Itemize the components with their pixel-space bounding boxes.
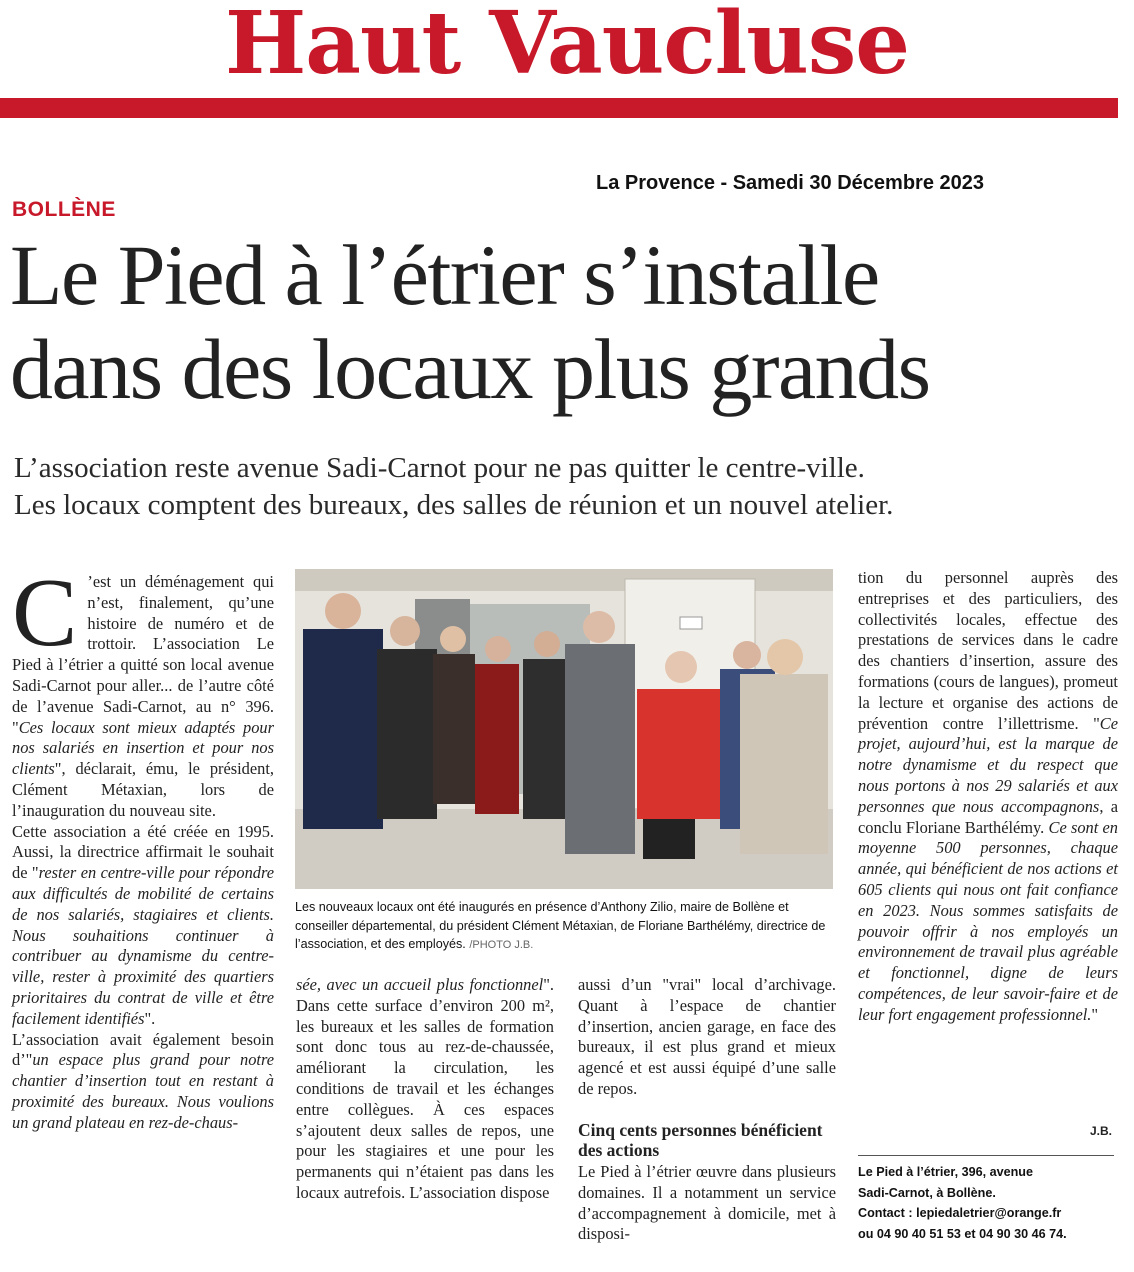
column-4	[858, 568, 1118, 1026]
author-signature: J.B.	[1090, 1124, 1113, 1138]
info-line-2: Sadi-Carnot, à Bollène.	[858, 1185, 996, 1200]
section-kicker: BOLLÈNE	[12, 198, 116, 221]
column-2	[296, 975, 554, 1204]
caption-text: Les nouveaux locaux ont été inaugurés en présence d’Anthony Zilio, maire de Bollène et conseiller départemental, du président Clément Métaxian, de Floriane Barthélémy, directrice de l’association, et des employés.	[295, 900, 826, 951]
deck-line-2: Les locaux comptent des bureaux, des salles de réunion et un nouvel atelier.	[14, 489, 894, 521]
info-line-4: ou 04 90 40 51 53 et 04 90 30 46 74.	[858, 1226, 1067, 1241]
info-divider	[858, 1155, 1114, 1156]
deck-line-1: L’association reste avenue Sadi-Carnot pour ne pas quitter le centre-ville.	[14, 452, 865, 484]
drop-cap: C	[12, 559, 78, 667]
headline-line-1: Le Pied à l’étrier s’installe	[10, 227, 879, 323]
headline	[10, 228, 1130, 416]
photo-illustration	[295, 569, 833, 889]
paragraph-4: sée, avec un accueil plus fonctionnel". Dans cette surface d’environ 200 m², les bureaux et les salles de formation sont donc tous au rez-de-chaussée, améliorant la circulation, les conditions de travail et les échanges entre collègues. À ces espaces s’ajoutent deux salles de repos, une pour les stagiaires et une pour les permanents qui n’étaient pas dans les locaux autrefois. L’association dispose	[296, 975, 554, 1202]
paragraph-3: L’association avait également besoin d’"un espace plus grand pour notre chantier d’insertion tout en restant à proximité des bureaux. Nous voulions un grand plateau en rez-de-chaus-	[12, 1029, 274, 1132]
paragraph-2: Cette association a été créée en 1995. Aussi, la directrice affirmait le souhait de "rester en centre-ville pour répondre aux difficultés de mobilité de certains de nos salariés, stagiaires et clients. Nous souhaitions continuer à contribuer au dynamisme du centre-ville, rester à proximité des quartiers prioritaires du contrat de ville et être facilement identifiés".	[12, 821, 274, 1028]
masthead-rule	[0, 98, 1118, 118]
info-line-1: Le Pied à l’étrier, 396, avenue	[858, 1165, 1034, 1179]
paragraph-5: aussi d’un "vrai" local d’archivage. Quant à l’espace de chantier d’insertion, ancien garage, en face des bureaux, il est plus grand et mieux agencé et est aussi équipé d’une salle de repos.	[578, 975, 836, 1098]
contact-info	[858, 1162, 1118, 1244]
deck	[14, 450, 1124, 524]
paragraph-6: Le Pied à l’étrier œuvre dans plusieurs domaines. Il a notamment un service d’accompagnement à domicile, met à disposi-	[578, 1162, 836, 1244]
photo-credit: /PHOTO J.B.	[469, 939, 534, 951]
column-3-continued	[578, 1162, 836, 1245]
info-line-3: Contact : lepiedaletrier@orange.fr	[858, 1206, 1062, 1220]
column-1	[12, 559, 274, 1134]
source-line: La Provence - Samedi 30 Décembre 2023	[596, 172, 984, 194]
paragraph-1: C ’est un déménagement qui n’est, finalement, qu’une histoire de numéro et de trottoir. L’association Le Pied à l’étrier a quitté son local avenue Sadi-Carnot pour aller... de l’autre côté de l’avenue Sadi-Carnot, au n° 396. "Ces locaux sont mieux adaptés pour nos salariés en insertion et pour nos clients", déclarait, ému, le président, Clément Métaxian, lors de l’inauguration du nouveau site.	[12, 559, 274, 820]
article-photo	[295, 569, 833, 889]
paragraph-7: tion du personnel auprès des entreprises et des particuliers, des collectivités locales, effectue des prestations de services dans le cadre des chantiers d’insertion, assure des formations (cours de langues), promeut la lecture et organise des actions de prévention contre l’illettrisme. "Ce projet, aujourd’hui, est la marque de notre dynamisme et du respect que nous portons à nos 29 salariés et aux personnes que nous accompagnons, a conclu Floriane Barthélémy. Ce sont en moyenne 500 personnes, chaque année, qui bénéficient de nos actions et 605 clients qui nous ont fait confiance en 2023. Nous sommes satisfaits de pouvoir offrir à nos employés un environnement de travail plus agréable et fonctionnel, digne de leurs compétences, de leur savoir-faire et de leur fort engagement professionnel."	[858, 568, 1118, 1024]
photo-caption	[295, 898, 835, 955]
subheading: Cinq cents personnes bénéficient des actions	[578, 1120, 823, 1160]
headline-line-2: dans des locaux plus grands	[10, 321, 930, 417]
masthead-title: Haut Vaucluse	[225, 0, 909, 94]
column-3	[578, 975, 836, 1100]
